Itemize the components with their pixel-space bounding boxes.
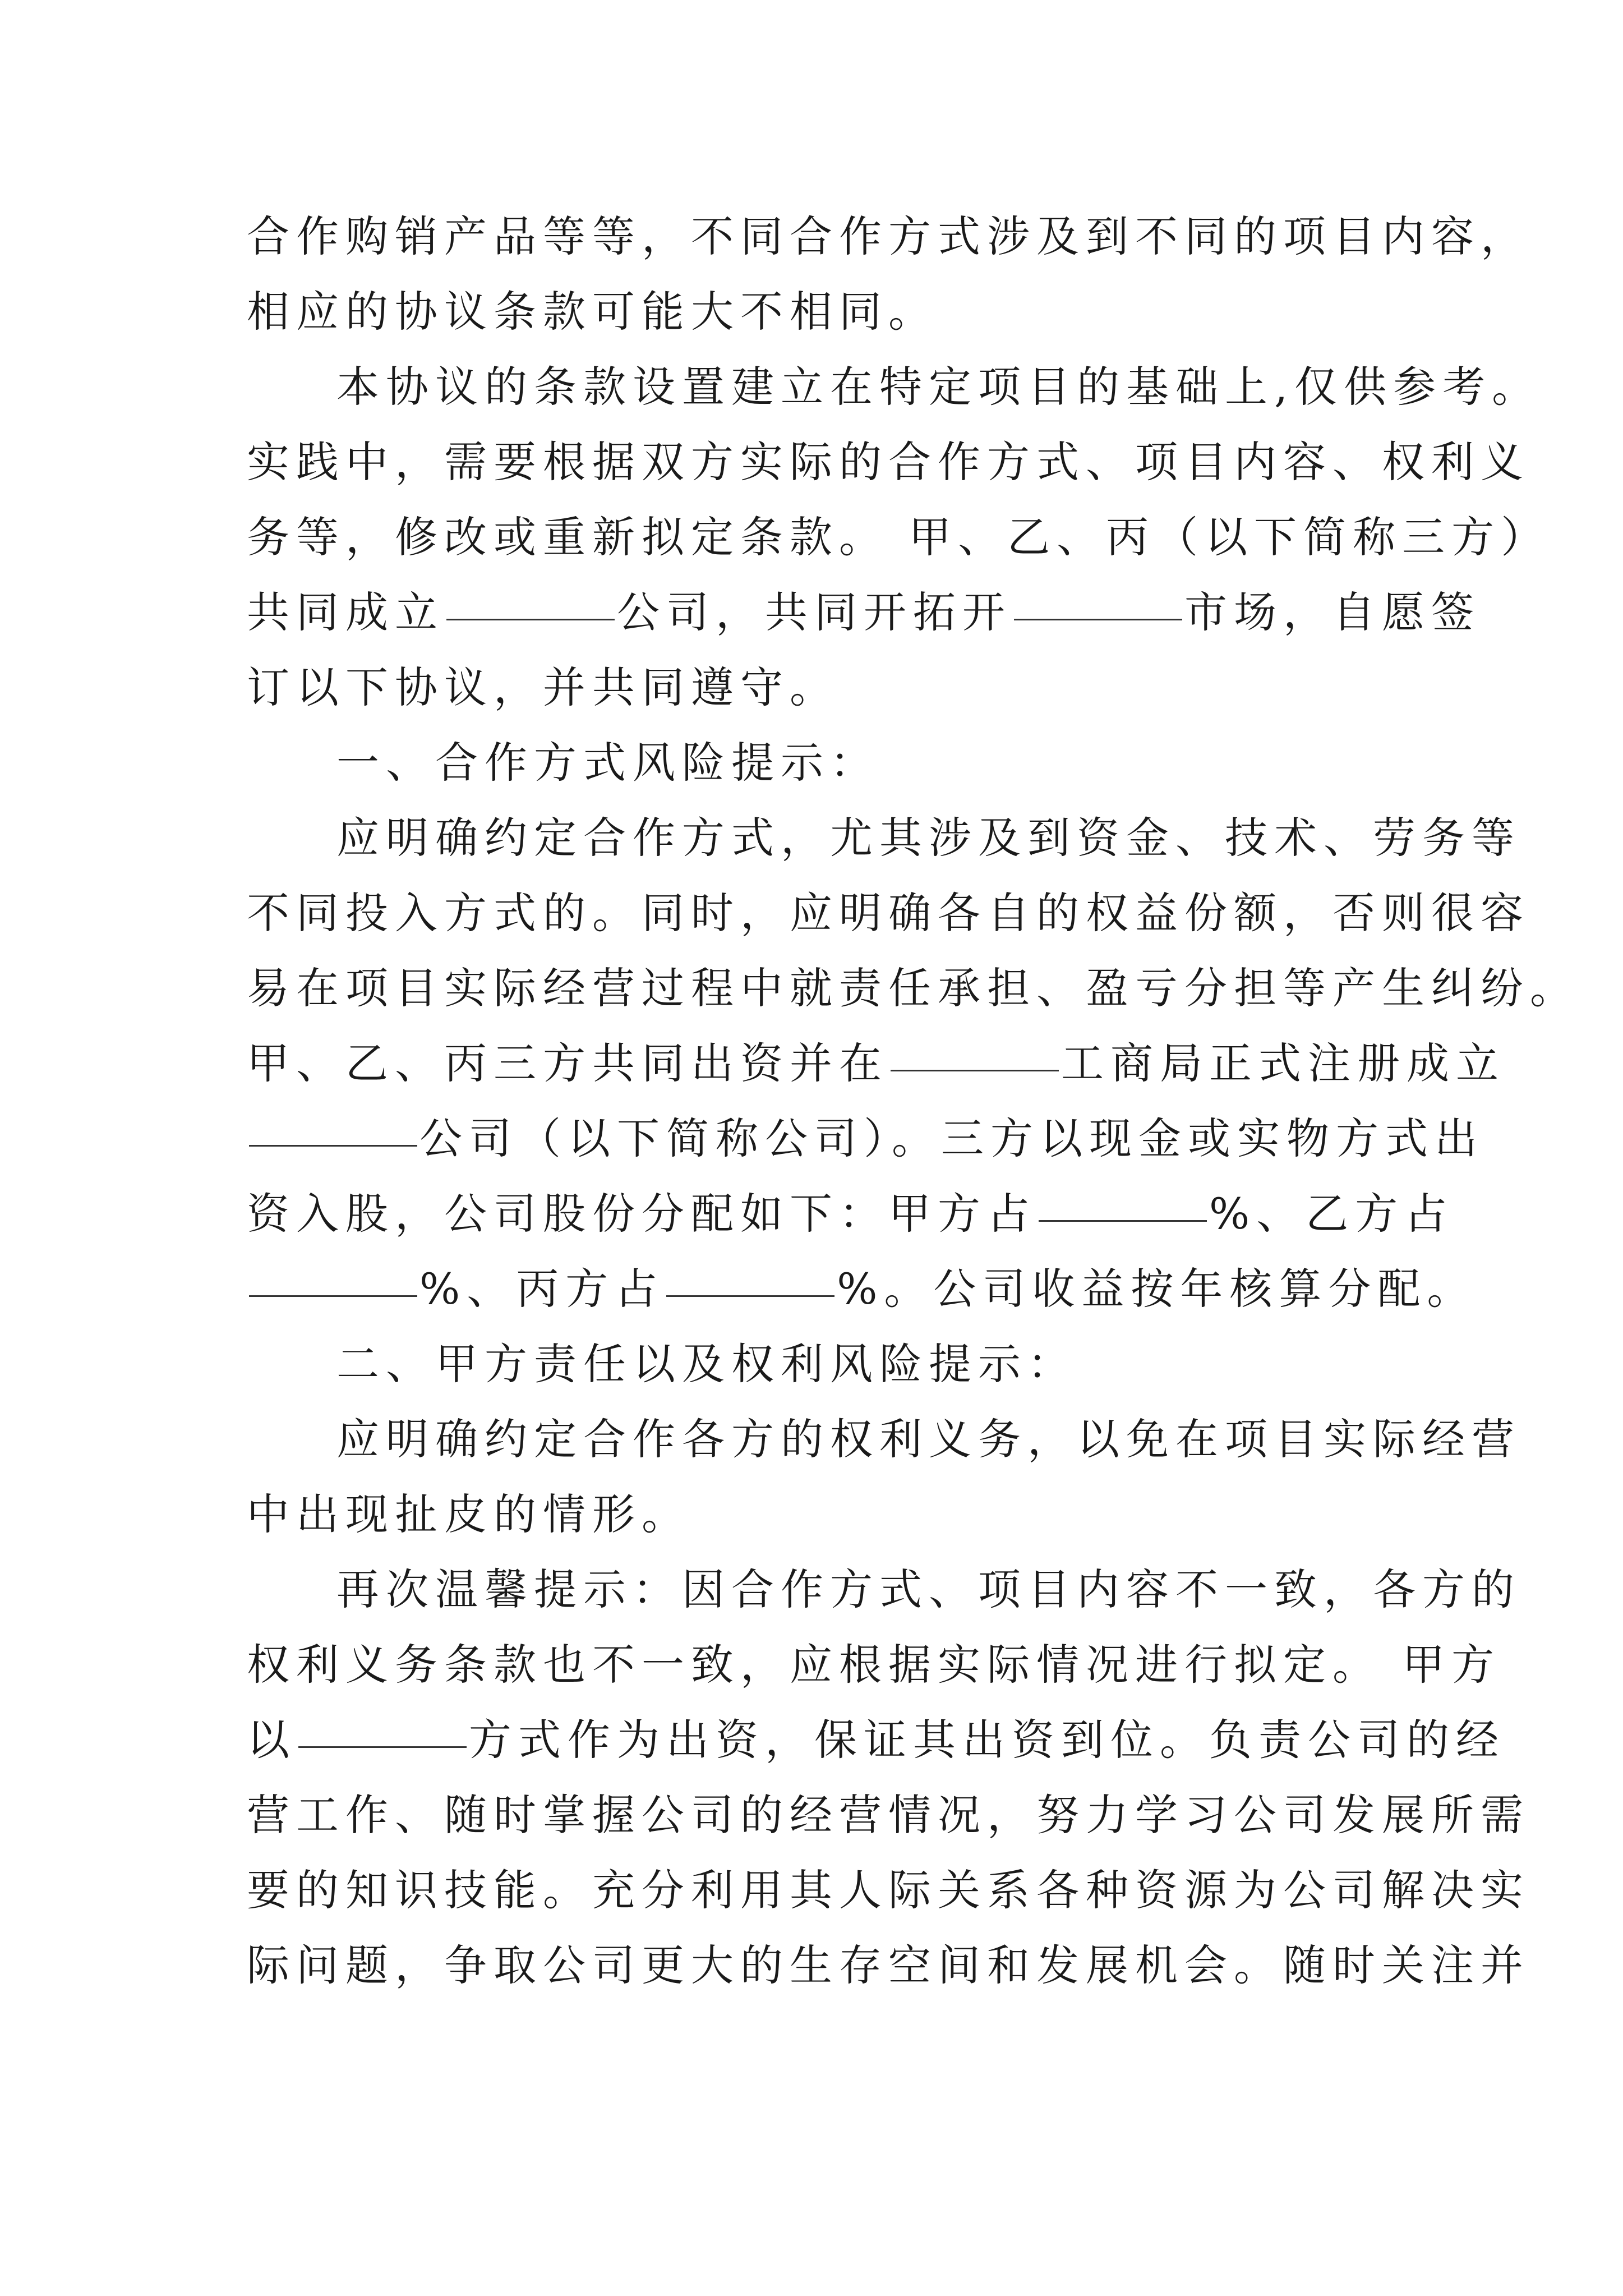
text-line bbox=[247, 951, 1579, 1026]
text-segment: 要的知识技能。充分利用其人际关系各种资源为公司解决实 bbox=[247, 1865, 1530, 1915]
text-line bbox=[247, 650, 1424, 725]
text-segment: 易在项目实际经营过程中就责任承担、盈亏分担等产生纠纷。 bbox=[247, 963, 1579, 1013]
text-line bbox=[247, 274, 1424, 349]
text-segment: 合作购销产品等等，不同合作方式涉及到不同的项目内容， bbox=[247, 211, 1530, 261]
text-segment: 以 bbox=[247, 1715, 296, 1765]
text-line bbox=[247, 800, 1521, 876]
text-line bbox=[247, 575, 1481, 650]
document-body bbox=[247, 199, 1579, 2003]
text-line bbox=[247, 1251, 1477, 1327]
text-segment: 订以下协议，并共同遵守。 bbox=[247, 662, 839, 712]
text-line bbox=[247, 1703, 1505, 1778]
fill-in-blank[interactable] bbox=[249, 1106, 417, 1147]
text-line bbox=[247, 425, 1530, 500]
text-line bbox=[247, 1176, 1454, 1251]
text-line bbox=[247, 876, 1530, 951]
text-line bbox=[247, 1627, 1501, 1703]
fill-in-blank[interactable] bbox=[1014, 579, 1182, 620]
text-segment: 资入股，公司股份分配如下：甲方占 bbox=[247, 1189, 1036, 1239]
text-segment: %、乙方占 bbox=[1209, 1189, 1454, 1239]
fill-in-blank[interactable] bbox=[666, 1256, 834, 1297]
fill-in-blank[interactable] bbox=[446, 579, 615, 620]
text-segment: 二、甲方责任以及权利风险提示： bbox=[336, 1339, 1077, 1389]
text-segment: 务等，修改或重新拟定条款。 甲、乙、丙（以下简称三方） bbox=[247, 512, 1551, 562]
text-segment: 应明确约定合作方式，尤其涉及到资金、技术、劳务等 bbox=[336, 813, 1521, 863]
text-segment: 一、合作方式风险提示： bbox=[336, 738, 879, 788]
fill-in-blank[interactable] bbox=[249, 1256, 417, 1297]
text-line bbox=[247, 1327, 1424, 1402]
text-line bbox=[247, 1402, 1521, 1477]
text-segment: %。公司收益按年核算分配。 bbox=[837, 1264, 1477, 1314]
fill-in-blank[interactable] bbox=[891, 1030, 1059, 1071]
text-line bbox=[247, 1853, 1530, 1928]
text-segment: 应明确约定合作各方的权利义务，以免在项目实际经营 bbox=[336, 1414, 1521, 1464]
text-segment: 甲、乙、丙三方共同出资并在 bbox=[247, 1038, 888, 1088]
text-line bbox=[247, 1778, 1530, 1853]
text-segment: %、丙方占 bbox=[419, 1264, 665, 1314]
text-segment: 公司（以下简称公司）。三方以现金或实物方式出 bbox=[419, 1114, 1484, 1163]
text-line bbox=[247, 1101, 1484, 1176]
text-segment: 相应的协议条款可能大不相同。 bbox=[247, 287, 938, 337]
text-segment: 际问题，争取公司更大的生存空间和发展机会。随时关注并 bbox=[247, 1940, 1530, 1990]
fill-in-blank[interactable] bbox=[1039, 1181, 1207, 1222]
text-segment: 工商局正式注册成立 bbox=[1061, 1038, 1505, 1088]
text-segment: 实践中，需要根据双方实际的合作方式、项目内容、权利义 bbox=[247, 437, 1530, 487]
text-segment: 公司，共同开拓开 bbox=[617, 587, 1012, 637]
text-line bbox=[247, 1026, 1505, 1101]
text-segment: 本协议的条款设置建立在特定项目的基础上,仅供参考。 bbox=[336, 362, 1542, 412]
text-line bbox=[247, 1552, 1521, 1627]
text-segment: 方式作为出资，保证其出资到位。负责公司的经 bbox=[469, 1715, 1505, 1765]
text-segment: 权利义务条款也不一致，应根据实际情况进行拟定。 甲方 bbox=[247, 1640, 1501, 1690]
text-segment: 中出现扯皮的情形。 bbox=[247, 1489, 691, 1539]
text-line bbox=[247, 1928, 1530, 2003]
text-line bbox=[247, 349, 1542, 425]
fill-in-blank[interactable] bbox=[298, 1707, 467, 1748]
text-segment: 共同成立 bbox=[247, 587, 444, 637]
text-segment: 再次温馨提示：因合作方式、项目内容不一致，各方的 bbox=[336, 1565, 1521, 1614]
text-segment: 营工作、随时掌握公司的经营情况，努力学习公司发展所需 bbox=[247, 1790, 1530, 1840]
text-line bbox=[247, 725, 1424, 800]
text-line bbox=[247, 199, 1530, 274]
text-segment: 不同投入方式的。同时，应明确各自的权益份额，否则很容 bbox=[247, 888, 1530, 938]
text-line bbox=[247, 500, 1551, 575]
text-line bbox=[247, 1477, 1424, 1552]
text-segment: 市场，自愿签 bbox=[1184, 587, 1481, 637]
